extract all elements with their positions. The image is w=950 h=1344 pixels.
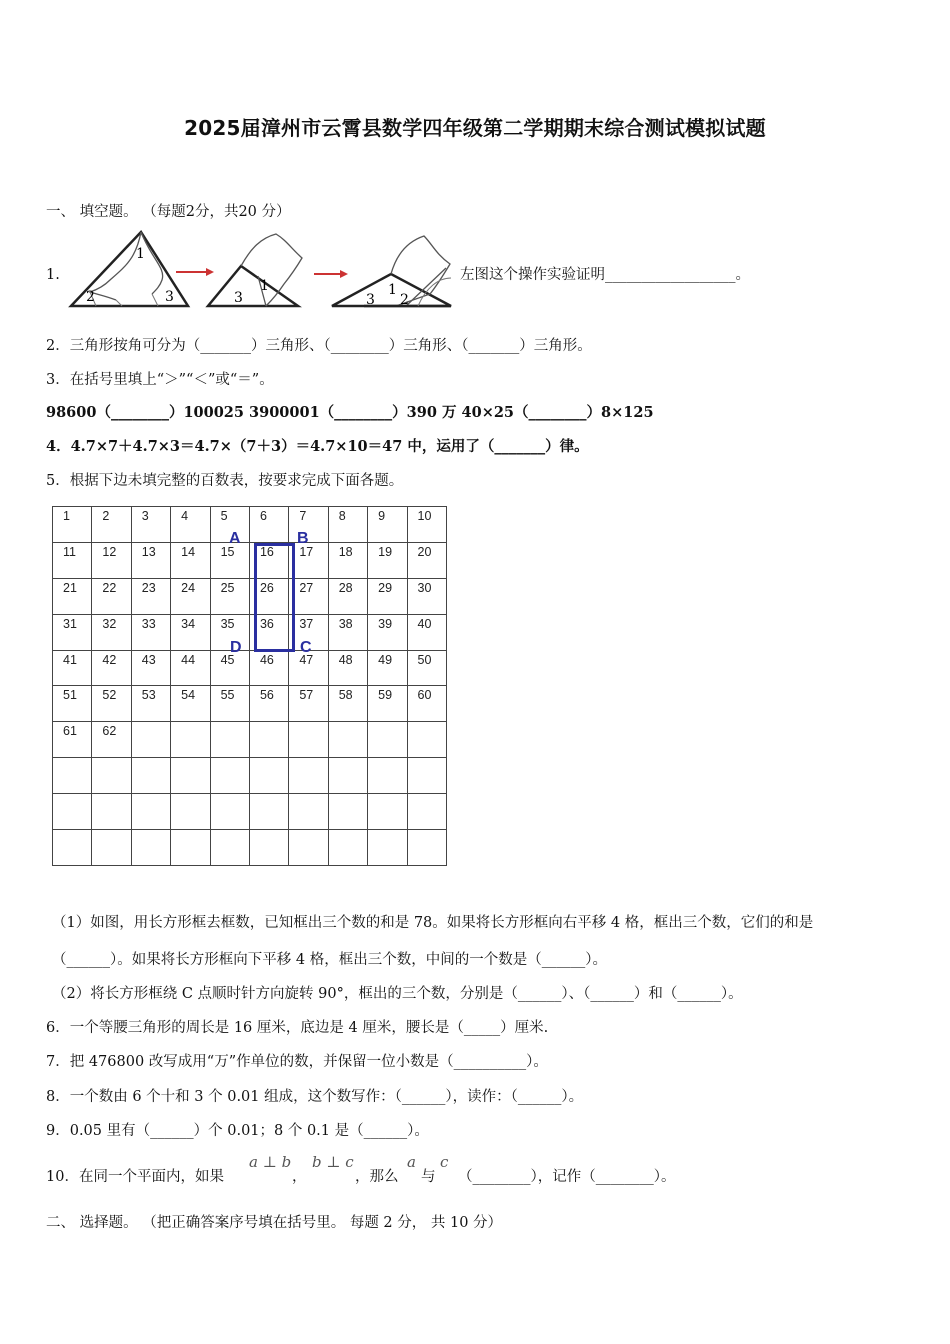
angle-label: 2 bbox=[86, 289, 95, 305]
table-cell bbox=[328, 722, 367, 758]
table-cell: 60 bbox=[407, 686, 446, 722]
table-cell bbox=[328, 794, 367, 830]
table-cell: 49 bbox=[368, 650, 407, 686]
corner-label-b: B bbox=[297, 530, 309, 547]
table-cell: 13 bbox=[131, 542, 170, 578]
table-cell: 31 bbox=[53, 614, 92, 650]
table-cell: 59 bbox=[368, 686, 407, 722]
table-cell bbox=[53, 830, 92, 866]
corner-label-a: A bbox=[229, 530, 241, 547]
q5-text: 5．根据下边未填完整的百数表，按要求完成下面各题。 bbox=[46, 473, 404, 489]
table-cell bbox=[289, 758, 328, 794]
table-cell: 34 bbox=[171, 614, 210, 650]
triangle-experiment-figure bbox=[66, 228, 456, 312]
q5-part2: （2）将长方形框绕 C 点顺时针方向旋转 90°，框出的三个数，分别是（______）、（______）和（______）。 bbox=[52, 986, 743, 1002]
q10-math-c: c bbox=[440, 1153, 449, 1171]
table-cell: 45 bbox=[210, 650, 249, 686]
table-cell: 2 bbox=[92, 507, 131, 543]
table-cell: 27 bbox=[289, 578, 328, 614]
table-cell: 25 bbox=[210, 578, 249, 614]
table-cell: 7 bbox=[289, 507, 328, 543]
table-cell bbox=[53, 758, 92, 794]
q1-text: 左图这个操作实验证明__________________。 bbox=[460, 267, 750, 283]
table-cell: 39 bbox=[368, 614, 407, 650]
q5-part1-line1: （1）如图，用长方形框去框数，已知框出三个数的和是 78。如果将长方形框向右平移 4 格，框出三个数，它们的和是 bbox=[52, 915, 814, 931]
table-cell bbox=[131, 758, 170, 794]
table-cell: 4 bbox=[171, 507, 210, 543]
table-cell bbox=[368, 794, 407, 830]
table-cell bbox=[368, 722, 407, 758]
table-cell: 18 bbox=[328, 542, 367, 578]
angle-label: 1 bbox=[260, 278, 269, 294]
table-cell: 1 bbox=[53, 507, 92, 543]
page-title: 2025届漳州市云霄县数学四年级第二学期期末综合测试模拟试题 bbox=[184, 116, 766, 140]
q10-suffix: （________），记作（________）。 bbox=[458, 1169, 676, 1185]
table-cell bbox=[407, 830, 446, 866]
table-cell bbox=[328, 758, 367, 794]
table-cell: 30 bbox=[407, 578, 446, 614]
table-cell: 38 bbox=[328, 614, 367, 650]
table-cell: 8 bbox=[328, 507, 367, 543]
table-cell bbox=[210, 794, 249, 830]
table-cell bbox=[210, 722, 249, 758]
table-cell: 22 bbox=[92, 578, 131, 614]
q7-text: 7．把 476800 改写成用“万”作单位的数，并保留一位小数是（__________）。 bbox=[46, 1054, 548, 1070]
table-cell: 14 bbox=[171, 542, 210, 578]
table-cell: 56 bbox=[249, 686, 288, 722]
table-cell: 37 bbox=[289, 614, 328, 650]
table-cell: 40 bbox=[407, 614, 446, 650]
table-cell: 58 bbox=[328, 686, 367, 722]
hundred-table-wrap bbox=[52, 506, 447, 866]
table-cell bbox=[249, 830, 288, 866]
table-cell bbox=[131, 830, 170, 866]
table-cell: 12 bbox=[92, 542, 131, 578]
q10-math-b-perp-c: b ⊥ c bbox=[312, 1153, 354, 1171]
table-cell bbox=[171, 758, 210, 794]
angle-label: 1 bbox=[388, 282, 397, 298]
rectangle-frame bbox=[254, 543, 295, 652]
table-cell bbox=[131, 722, 170, 758]
table-cell: 29 bbox=[368, 578, 407, 614]
table-cell bbox=[131, 794, 170, 830]
hundred-table bbox=[52, 506, 447, 866]
table-cell bbox=[249, 794, 288, 830]
table-cell: 5 bbox=[210, 507, 249, 543]
table-cell bbox=[249, 722, 288, 758]
table-cell: 15 bbox=[210, 542, 249, 578]
table-cell bbox=[171, 794, 210, 830]
angle-label: 3 bbox=[234, 290, 243, 306]
table-cell: 54 bbox=[171, 686, 210, 722]
table-cell: 41 bbox=[53, 650, 92, 686]
table-cell: 24 bbox=[171, 578, 210, 614]
table-cell: 47 bbox=[289, 650, 328, 686]
q4-text: 4．4.7×7＋4.7×3＝4.7×（7＋3）＝4.7×10＝47 中，运用了（_______）律。 bbox=[46, 438, 589, 455]
q10-yu: 与 bbox=[421, 1169, 436, 1185]
table-cell: 35 bbox=[210, 614, 249, 650]
table-cell: 6 bbox=[249, 507, 288, 543]
table-row bbox=[53, 578, 447, 614]
table-row bbox=[53, 542, 447, 578]
q10-math-a-perp-b: a ⊥ b bbox=[249, 1153, 292, 1171]
table-cell: 17 bbox=[289, 542, 328, 578]
table-cell: 3 bbox=[131, 507, 170, 543]
angle-label: 2 bbox=[400, 292, 409, 308]
q10-prefix: 10．在同一个平面内，如果 bbox=[46, 1169, 224, 1185]
table-cell: 52 bbox=[92, 686, 131, 722]
q1-number: 1. bbox=[46, 267, 60, 283]
table-row bbox=[53, 650, 447, 686]
table-cell bbox=[328, 830, 367, 866]
table-cell bbox=[368, 830, 407, 866]
table-cell: 57 bbox=[289, 686, 328, 722]
table-cell: 42 bbox=[92, 650, 131, 686]
table-cell bbox=[210, 758, 249, 794]
table-cell: 9 bbox=[368, 507, 407, 543]
table-row bbox=[53, 722, 447, 758]
table-cell bbox=[92, 794, 131, 830]
triangle-torn bbox=[208, 266, 298, 306]
angle-label: 1 bbox=[136, 246, 145, 262]
table-row bbox=[53, 758, 447, 794]
table-cell: 32 bbox=[92, 614, 131, 650]
table-cell: 61 bbox=[53, 722, 92, 758]
table-cell: 20 bbox=[407, 542, 446, 578]
q5-part1-line2: （______）。如果将长方形框向下平移 4 格，框出三个数，中间的一个数是（______）。 bbox=[52, 952, 607, 968]
table-cell bbox=[407, 758, 446, 794]
table-cell: 16 bbox=[249, 542, 288, 578]
table-cell bbox=[171, 722, 210, 758]
table-cell: 36 bbox=[249, 614, 288, 650]
section1-header: 一、 填空题。 （每题2分，共20 分） bbox=[46, 204, 291, 220]
table-cell bbox=[289, 830, 328, 866]
table-cell bbox=[92, 830, 131, 866]
angle-label: 3 bbox=[165, 289, 174, 305]
table-row bbox=[53, 830, 447, 866]
table-row bbox=[53, 686, 447, 722]
table-cell bbox=[289, 722, 328, 758]
table-cell bbox=[407, 722, 446, 758]
q3-text: 3．在括号里填上“＞”“＜”或“＝”。 bbox=[46, 372, 274, 388]
table-row bbox=[53, 614, 447, 650]
table-cell: 10 bbox=[407, 507, 446, 543]
table-cell: 53 bbox=[131, 686, 170, 722]
table-cell bbox=[53, 794, 92, 830]
section2-header: 二、 选择题。 （把正确答案序号填在括号里。 每题 2 分， 共 10 分） bbox=[46, 1215, 503, 1231]
corner-label-c: C bbox=[300, 639, 312, 656]
table-cell: 48 bbox=[328, 650, 367, 686]
table-cell: 26 bbox=[249, 578, 288, 614]
corner-label-d: D bbox=[230, 639, 242, 656]
q10-math-a: a bbox=[407, 1153, 416, 1171]
table-cell: 21 bbox=[53, 578, 92, 614]
table-cell: 55 bbox=[210, 686, 249, 722]
table-cell: 19 bbox=[368, 542, 407, 578]
table-cell bbox=[210, 830, 249, 866]
table-cell: 11 bbox=[53, 542, 92, 578]
table-cell: 23 bbox=[131, 578, 170, 614]
table-cell bbox=[249, 758, 288, 794]
table-cell: 46 bbox=[249, 650, 288, 686]
table-cell: 44 bbox=[171, 650, 210, 686]
q6-text: 6．一个等腰三角形的周长是 16 厘米，底边是 4 厘米，腰长是（_____）厘米. bbox=[46, 1020, 549, 1036]
q10-mid: ，那么 bbox=[355, 1169, 399, 1185]
table-cell bbox=[368, 758, 407, 794]
table-cell: 51 bbox=[53, 686, 92, 722]
q9-text: 9．0.05 里有（______）个 0.01；8 个 0.1 是（______）。 bbox=[46, 1123, 429, 1139]
table-cell: 33 bbox=[131, 614, 170, 650]
table-cell bbox=[289, 794, 328, 830]
table-cell: 62 bbox=[92, 722, 131, 758]
table-cell: 43 bbox=[131, 650, 170, 686]
table-cell bbox=[171, 830, 210, 866]
q8-text: 8．一个数由 6 个十和 3 个 0.01 组成，这个数写作：（______），读作：（______）。 bbox=[46, 1089, 584, 1105]
table-row bbox=[53, 507, 447, 543]
angle-label: 3 bbox=[366, 292, 375, 308]
table-cell: 50 bbox=[407, 650, 446, 686]
q2-text: 2．三角形按角可分为（_______）三角形、（________）三角形、（_______）三角形。 bbox=[46, 338, 592, 354]
table-cell: 28 bbox=[328, 578, 367, 614]
q10-comma: ， bbox=[292, 1169, 307, 1185]
q3-comparisons: 98600（________）100025 3900001（________）390 万 40×25（________）8×125 bbox=[46, 404, 654, 421]
table-cell bbox=[92, 758, 131, 794]
table-cell bbox=[407, 794, 446, 830]
table-row bbox=[53, 794, 447, 830]
